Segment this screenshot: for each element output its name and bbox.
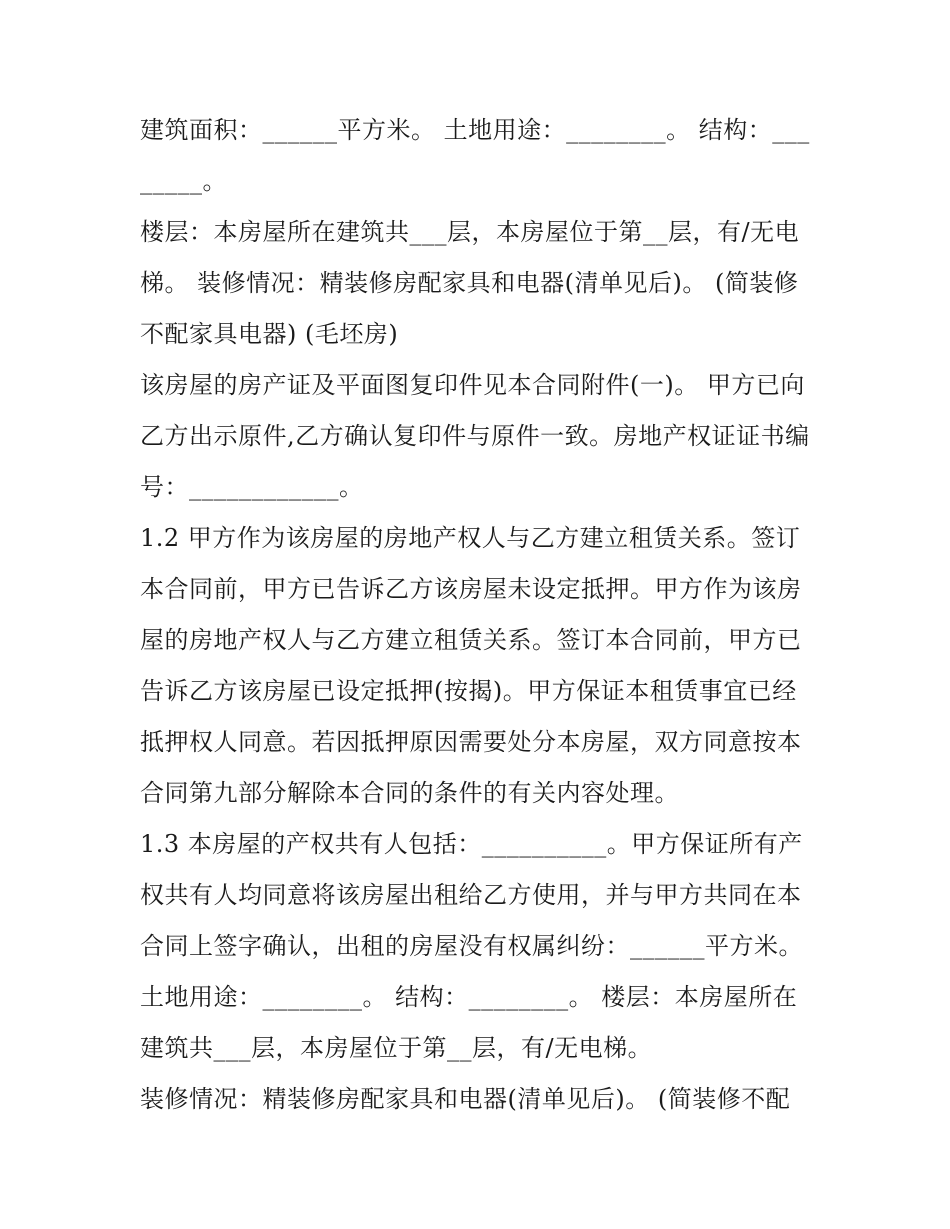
paragraph-area-land-structure: 建筑面积：______平方米。 土地用途：________。 结构：________。 (140, 116, 810, 195)
paragraph-decoration-continued: 装修情况：精装修房配家具和电器(清单见后)。 (简装修不配 (140, 1085, 791, 1113)
paragraph-property-certificate: 该房屋的房产证及平面图复印件见本合同附件(一)。 甲方已向乙方出示原件,乙方确认复印件与原件一致。房地产权证证书编号：____________。 (140, 371, 810, 501)
paragraph-floor-decoration: 楼层：本房屋所在建筑共___层，本房屋位于第__层，有/无电梯。 装修情况：精装修房配家具和电器(清单见后)。 (简装修不配家具电器) (毛坯房) (140, 218, 800, 348)
document-body (140, 105, 820, 1125)
paragraph-clause-1-2: 1.2 甲方作为该房屋的房地产权人与乙方建立租赁关系。签订本合同前，甲方已告诉乙方该房屋未设定抵押。甲方作为该房屋的房地产权人与乙方建立租赁关系。签订本合同前，甲方已告诉乙方该房屋已设定抵押(按揭)。甲方保证本租赁事宜已经抵押权人同意。若因抵押原因需要处分本房屋，双方同意按本合同第九部分解除本合同的条件的有关内容处理。 (140, 524, 802, 807)
paragraph-clause-1-3: 1.3 本房屋的产权共有人包括：__________。甲方保证所有产权共有人均同意将该房屋出租给乙方使用，并与甲方共同在本合同上签字确认，出租的房屋没有权属纠纷：______平方米。土地用途：________。 结构：________。 楼层：本房屋所在建筑共___层，本房屋位于第__层，有/无电梯。 (140, 830, 803, 1062)
